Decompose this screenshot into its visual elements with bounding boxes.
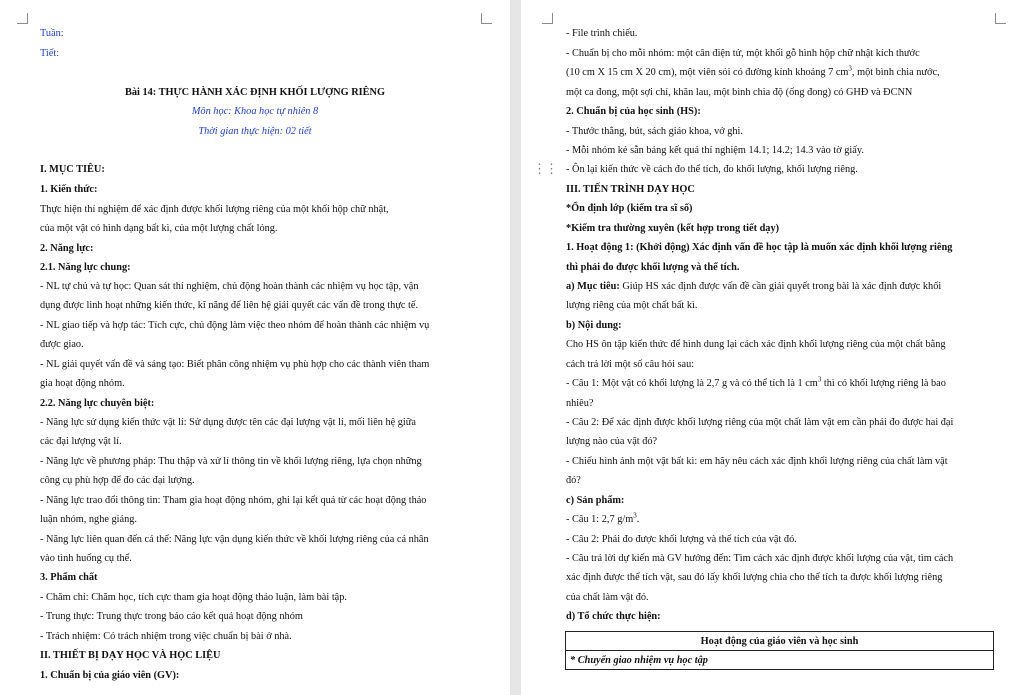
- text-line: - Thước thẳng, bút, sách giáo khoa, vở ghi.: [566, 126, 743, 137]
- heading-activity-1: 1. Hoạt động 1: (Khởi động) Xác định vấn đề học tập là muốn xác định khối lượng riêng: [566, 242, 953, 253]
- subject-line: Môn học: Khoa học tự nhiên 8: [191, 106, 319, 117]
- heading-knowledge: 1. Kiến thức:: [40, 184, 98, 195]
- heading-activity-1-cont: thì phải đo được khối lượng và thể tích.: [566, 262, 740, 273]
- text-line: nhiêu?: [566, 398, 594, 409]
- table-header-cell: Hoạt động của giáo viên và học sinh: [566, 632, 994, 651]
- duration-line: Thời gian thực hiện: 02 tiết: [198, 126, 312, 137]
- text-line: cách trả lời một số câu hỏi sau:: [566, 359, 695, 370]
- crop-mark: [17, 13, 28, 24]
- text-line: vào tình huống cụ thể.: [40, 553, 132, 564]
- text-line: - NL tự chủ và tự học: Quan sát thí nghiệm, chủ động hoàn thành các nhiệm vụ học tập, vận: [40, 281, 419, 292]
- heading-specific-competence: 2.2. Năng lực chuyên biệt:: [40, 398, 155, 409]
- text-line: - Ôn lại kiến thức về cách đo thể tích, đo khối lượng, khối lượng riêng.: [566, 164, 858, 175]
- text-line: - File trình chiếu.: [566, 28, 638, 39]
- text-line: luận nhóm, nghe giảng.: [40, 514, 137, 525]
- text-line: - Chăm chỉ: Chăm học, tích cực tham gia hoạt động thảo luận, làm bài tập.: [40, 592, 347, 603]
- table-row: [566, 632, 994, 651]
- crop-mark: [995, 13, 1006, 24]
- text-line: a) Mục tiêu: Giúp HS xác định được vấn đề cần giải quyết trong bài là xác định được khối: [566, 281, 942, 292]
- heading-class-stabilize: *Ổn định lớp (kiểm tra sĩ số): [566, 203, 693, 214]
- text-line: các đại lượng vật lí.: [40, 436, 122, 447]
- heading-content: b) Nội dung:: [566, 320, 622, 331]
- crop-mark: [481, 13, 492, 24]
- heading-competence: 2. Năng lực:: [40, 243, 94, 254]
- text-line: được giao.: [40, 339, 84, 350]
- text-line: - NL giải quyết vấn đề và sáng tạo: Biết phân công nhiệm vụ phù hợp cho các thành viên tham: [40, 359, 430, 370]
- heading-qualities: 3. Phẩm chất: [40, 572, 98, 583]
- text-line: gia hoạt động nhóm.: [40, 378, 125, 389]
- text-line: đó?: [566, 475, 581, 486]
- heading-product: c) Sản phẩm:: [566, 495, 625, 506]
- heading-objectives: I. MỤC TIÊU:: [40, 164, 105, 175]
- heading-general-competence: 2.1. Năng lực chung:: [40, 262, 131, 273]
- text-line: xác định được thể tích vật, sau đó lấy khối lượng chia cho thể tích ta được khối lượng riêng: [566, 572, 943, 583]
- drag-handle-icon[interactable]: ⋮⋮: [533, 161, 557, 176]
- text-line: - Trung thực: Trung thực trong báo cáo kết quả hoạt động nhóm: [40, 611, 303, 622]
- week-label: Tuần:: [40, 28, 64, 39]
- text-line: - Câu 1: 2,7 $g/m^3$.: [566, 511, 640, 525]
- text-line: một ca đong, một sợi chỉ, khăn lau, một bình chia độ (ống đong) có GHĐ và ĐCNN: [566, 87, 913, 98]
- text-line: của chất làm vật đó.: [566, 592, 649, 603]
- text-line: - Năng lực liên quan đến cá thể: Năng lực vận dụng kiến thức về khối lượng riêng của cá nhân: [40, 534, 429, 545]
- text-line: - Câu 2: Phải đo được khối lượng và thể tích của vật đó.: [566, 534, 797, 545]
- text-line: - Năng lực trao đổi thông tin: Tham gia hoạt động nhóm, ghi lại kết quả từ các hoạt động thảo: [40, 495, 427, 506]
- heading-teaching-process: III. TIẾN TRÌNH DẠY HỌC: [566, 184, 695, 195]
- page-left: [0, 0, 510, 695]
- text-line: - Chuẩn bị cho mỗi nhóm: một cân điện tử, một khối gỗ hình hộp chữ nhật kích thước: [566, 48, 920, 59]
- text-line: - Câu 1: Một vật có khối lượng là 2,7 g và có thể tích là 1 $cm^3$ thì có khối lượng riêng là bao: [566, 375, 946, 389]
- text-line: - NL giao tiếp và hợp tác: Tích cực, chủ động làm việc theo nhóm để hoàn thành các nhiệm vụ: [40, 320, 430, 331]
- heading-teacher-prep: 1. Chuẩn bị của giáo viên (GV):: [40, 670, 180, 681]
- text-line: lượng riêng của một chất bất kì.: [566, 300, 698, 311]
- text-line: của một vật có hình dạng bất kì, của một lượng chất lỏng.: [40, 223, 278, 234]
- text-line: dụng được linh hoạt những kiến thức, kĩ năng để liên hệ giải quyết các vấn đề trong thực tế.: [40, 300, 419, 311]
- heading-student-prep: 2. Chuẩn bị của học sinh (HS):: [566, 106, 701, 117]
- text-line: - Năng lực về phương pháp: Thu thập và xử lí thông tin về khối lượng riêng, lựa chọn những: [40, 456, 422, 467]
- text-line: - Chiếu hình ảnh một vật bất kì: em hãy nêu cách xác định khối lượng riêng của chất làm vật: [566, 456, 948, 467]
- text-line: Cho HS ôn tập kiến thức để hình dung lại cách xác định khối lượng riêng của một chất bằng: [566, 339, 946, 350]
- text-line: công cụ phù hợp để đo các đại lượng.: [40, 475, 195, 486]
- heading-organization: d) Tổ chức thực hiện:: [566, 611, 661, 622]
- table-row: [566, 651, 994, 670]
- text-line: - Năng lực sử dụng kiến thức vật lí: Sử dụng được tên các đại lượng vật lí, mối liên hệ giữa: [40, 417, 416, 428]
- text-line: - Câu 2: Để xác định được khối lượng riêng của một chất làm vật em cần phải đo được hai đại: [566, 417, 954, 428]
- table-cell: * Chuyển giao nhiệm vụ học tập: [566, 651, 994, 670]
- text-line: - Câu trả lời dự kiến mà GV hướng đến: Tìm cách xác định được khối lượng của vật, tìm cách: [566, 553, 954, 564]
- text-line: (10 cm X 15 cm X 20 cm), một viên sỏi có đường kính khoảng 7 $cm^3$, một bình chia nước,: [566, 64, 940, 78]
- heading-regular-check: *Kiểm tra thường xuyên (kết hợp trong tiết dạy): [566, 223, 780, 234]
- lesson-title: Bài 14: THỰC HÀNH XÁC ĐỊNH KHỐI LƯỢNG RIÊNG: [125, 87, 385, 98]
- page-gutter: [510, 0, 521, 695]
- text-line: Thực hiện thí nghiệm để xác định được khối lượng riêng của một khối hộp chữ nhật,: [40, 204, 389, 215]
- heading-equipment: II. THIẾT BỊ DẠY HỌC VÀ HỌC LIỆU: [40, 650, 221, 661]
- period-label: Tiết:: [40, 48, 60, 59]
- text-line: - Trách nhiệm: Có trách nhiệm trong việc chuẩn bị bài ở nhà.: [40, 631, 292, 642]
- text-line: - Mỗi nhóm kẻ sẵn bảng kết quả thí nghiệm 14.1; 14.2; 14.3 vào tờ giấy.: [566, 145, 864, 156]
- activity-table: [565, 631, 994, 670]
- text-line: lượng nào của vật đó?: [566, 436, 658, 447]
- crop-mark: [542, 13, 553, 24]
